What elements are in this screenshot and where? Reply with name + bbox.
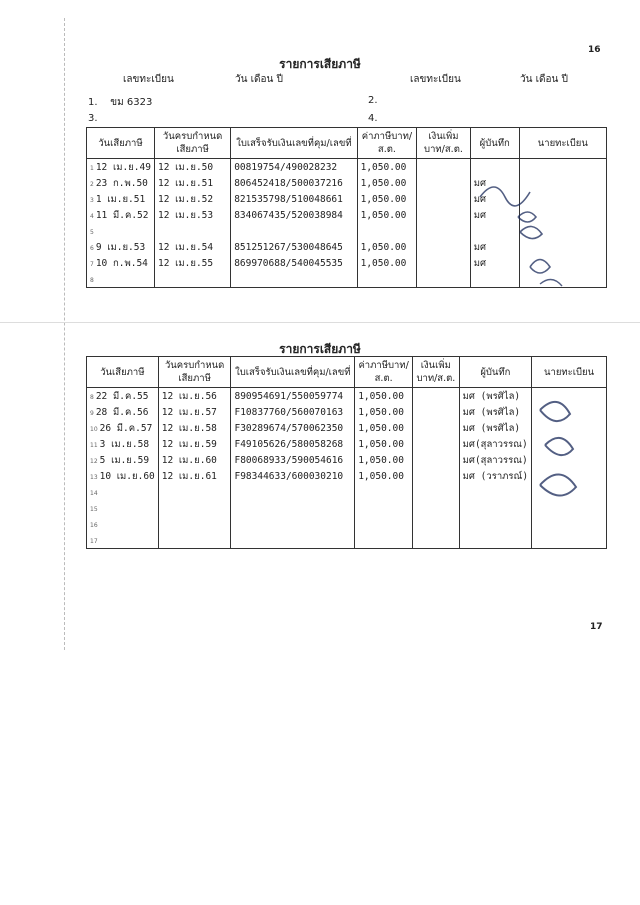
cell-extra xyxy=(413,420,460,436)
col-header-receipt: ใบเสร็จรับเงินเลขที่คุม/เลขที่ xyxy=(231,357,355,388)
cell-text: 1,050.00 xyxy=(358,406,404,418)
cell-text: 9 เม.ย.53 xyxy=(95,241,146,253)
cell-extra xyxy=(417,207,470,223)
row-number: 1 xyxy=(90,164,94,172)
cell-due xyxy=(154,159,230,176)
scan-divider xyxy=(0,322,640,323)
cell-tax xyxy=(357,191,417,207)
row-number: 16 xyxy=(90,521,98,529)
cell-text: 10 ก.พ.54 xyxy=(95,257,148,269)
title-bottom: รายการเสียภาษี xyxy=(279,342,361,356)
cell-text: 12 เม.ย.58 xyxy=(161,422,217,434)
cell-text: มศ xyxy=(473,177,487,189)
cell-extra xyxy=(417,255,470,271)
cell-date xyxy=(87,239,155,255)
cell-text: มศ (พรศิไล) xyxy=(462,406,521,418)
cell-extra xyxy=(413,452,460,468)
cell-due xyxy=(158,404,231,420)
row-number: 6 xyxy=(90,244,94,252)
cell-tax xyxy=(355,436,413,452)
cell-receipt xyxy=(231,484,355,500)
cell-extra xyxy=(417,271,470,288)
cell-receipt xyxy=(231,420,355,436)
cell-due xyxy=(158,500,231,516)
col-header-recorder: ผู้บันทึก xyxy=(459,357,531,388)
cell-date xyxy=(87,159,155,176)
cell-tax xyxy=(355,452,413,468)
row-number: 9 xyxy=(90,409,94,417)
cell-date xyxy=(87,255,155,271)
cell-receipt xyxy=(231,468,355,484)
cell-due xyxy=(154,255,230,271)
cell-extra xyxy=(417,175,470,191)
col-header-tax: ค่าภาษีบาท/ส.ต. xyxy=(357,128,417,159)
col-header-due: วันครบกำหนดเสียภาษี xyxy=(154,128,230,159)
reg-entry-4 xyxy=(368,113,378,124)
col-header-extra: เงินเพิ่มบาท/ส.ต. xyxy=(417,128,470,159)
reg-entry-value: ขม 6323 xyxy=(110,97,153,108)
row-number: 2 xyxy=(90,180,94,188)
col-header-receipt: ใบเสร็จรับเงินเลขที่คุม/เลขที่ xyxy=(231,128,357,159)
cell-text: 3 เม.ย.58 xyxy=(99,438,150,450)
cell-date xyxy=(87,452,159,468)
col-header-recorder: ผู้บันทึก xyxy=(470,128,519,159)
row-number: 15 xyxy=(90,505,98,513)
cell-text: 1,050.00 xyxy=(360,257,407,269)
cell-registrar xyxy=(532,532,607,549)
cell-text: 22 มี.ค.55 xyxy=(95,390,149,402)
row-number: 10 xyxy=(90,425,98,433)
scanned-page xyxy=(64,18,631,650)
cell-extra xyxy=(413,516,460,532)
cell-tax xyxy=(357,159,417,176)
reg-entry-num: 2. xyxy=(368,95,378,106)
cell-text: 12 เม.ย.53 xyxy=(157,209,214,221)
cell-extra xyxy=(417,159,470,176)
cell-date xyxy=(87,484,159,500)
cell-text: 12 เม.ย.61 xyxy=(161,470,217,482)
cell-tax xyxy=(357,175,417,191)
cell-text: 1,050.00 xyxy=(360,209,407,221)
cell-receipt xyxy=(231,207,357,223)
cell-due xyxy=(158,484,231,500)
cell-receipt xyxy=(231,159,357,176)
row-number: 13 xyxy=(90,473,98,481)
cell-text: มศ xyxy=(473,241,487,253)
cell-tax xyxy=(357,271,417,288)
row-number: 5 xyxy=(90,228,94,236)
cell-text: F80068933/590054616 xyxy=(234,454,344,466)
cell-text: 821535798/510048661 xyxy=(234,193,343,205)
cell-tax xyxy=(355,388,413,405)
cell-text: มศ xyxy=(473,257,487,269)
cell-due xyxy=(154,239,230,255)
col-header-registrar: นายทะเบียน xyxy=(532,357,607,388)
reg-header-1: เลขทะเบียน xyxy=(123,74,174,85)
cell-text: 12 เม.ย.49 xyxy=(95,161,151,173)
cell-tax xyxy=(355,484,413,500)
cell-due xyxy=(158,436,231,452)
cell-due xyxy=(158,420,231,436)
cell-text: 1,050.00 xyxy=(360,193,407,205)
cell-extra xyxy=(413,532,460,549)
cell-text: มศ xyxy=(473,209,487,221)
cell-due xyxy=(154,223,230,239)
cell-receipt xyxy=(231,436,355,452)
page-number-bottom: 17 xyxy=(590,622,603,632)
cell-tax xyxy=(357,223,417,239)
cell-text: 869970688/540045535 xyxy=(234,257,343,269)
row-number: 3 xyxy=(90,196,94,204)
cell-text: F49105626/580058268 xyxy=(234,438,344,450)
cell-due xyxy=(158,388,231,405)
cell-tax xyxy=(357,239,417,255)
reg-header-4: วัน เดือน ปี xyxy=(520,74,568,85)
row-number: 14 xyxy=(90,489,98,497)
reg-entry-num: 4. xyxy=(368,113,378,124)
cell-receipt xyxy=(231,388,355,405)
cell-text: 1 เม.ย.51 xyxy=(95,193,146,205)
reg-entry-3 xyxy=(88,113,98,124)
cell-text: 890954691/550059774 xyxy=(234,390,344,402)
row-number: 8 xyxy=(90,276,94,284)
cell-tax xyxy=(357,255,417,271)
cell-date xyxy=(87,207,155,223)
cell-tax xyxy=(355,404,413,420)
cell-date xyxy=(87,404,159,420)
reg-header-3: เลขทะเบียน xyxy=(410,74,461,85)
cell-date xyxy=(87,468,159,484)
reg-header-2: วัน เดือน ปี xyxy=(235,74,283,85)
cell-text: 851251267/530048645 xyxy=(234,241,343,253)
cell-text: 1,050.00 xyxy=(358,470,404,482)
row-number: 7 xyxy=(90,260,94,268)
cell-tax xyxy=(355,532,413,549)
cell-text: 10 เม.ย.60 xyxy=(99,470,155,482)
cell-text: มศ (พรศิไล) xyxy=(462,422,521,434)
cell-receipt xyxy=(231,191,357,207)
cell-recorder xyxy=(459,532,531,549)
cell-receipt xyxy=(231,175,357,191)
cell-extra xyxy=(413,500,460,516)
cell-text: 1,050.00 xyxy=(360,177,407,189)
cell-text: 12 เม.ย.56 xyxy=(161,390,217,402)
cell-text: 806452418/500037216 xyxy=(234,177,343,189)
row-number: 4 xyxy=(90,212,94,220)
cell-extra xyxy=(413,484,460,500)
cell-text: F10837760/560070163 xyxy=(234,406,344,418)
cell-receipt xyxy=(231,516,355,532)
cell-text: มศ xyxy=(473,193,487,205)
cell-text: 834067435/520038984 xyxy=(234,209,343,221)
row-number: 17 xyxy=(90,537,98,545)
cell-tax xyxy=(355,516,413,532)
cell-tax xyxy=(355,500,413,516)
cell-due xyxy=(154,191,230,207)
cell-date xyxy=(87,516,159,532)
table-header-row xyxy=(87,128,607,159)
cell-text: 1,050.00 xyxy=(360,241,407,253)
cell-text: 12 เม.ย.57 xyxy=(161,406,217,418)
cell-date xyxy=(87,500,159,516)
cell-receipt xyxy=(231,223,357,239)
cell-receipt xyxy=(231,500,355,516)
cell-text: 11 มี.ค.52 xyxy=(95,209,149,221)
cell-extra xyxy=(417,223,470,239)
cell-extra xyxy=(413,388,460,405)
page-number-top: 16 xyxy=(588,45,601,55)
cell-extra xyxy=(413,436,460,452)
col-header-registrar: นายทะเบียน xyxy=(519,128,606,159)
cell-date xyxy=(87,271,155,288)
cell-receipt xyxy=(231,452,355,468)
cell-receipt xyxy=(231,239,357,255)
cell-text: 12 เม.ย.51 xyxy=(157,177,214,189)
cell-text: 12 เม.ย.55 xyxy=(157,257,214,269)
cell-text: 12 เม.ย.52 xyxy=(157,193,214,205)
cell-text: 1,050.00 xyxy=(358,390,404,402)
row-number: 12 xyxy=(90,457,98,465)
cell-due xyxy=(154,271,230,288)
cell-text: มศ(สุลาวรรณ) xyxy=(462,454,528,466)
cell-text: 23 ก.พ.50 xyxy=(95,177,148,189)
cell-due xyxy=(158,468,231,484)
cell-tax xyxy=(355,468,413,484)
cell-extra xyxy=(413,404,460,420)
cell-text: 26 มี.ค.57 xyxy=(99,422,153,434)
reg-entry-num: 3. xyxy=(88,113,98,124)
cell-text: มศ (วราภรณ์) xyxy=(462,470,529,482)
cell-text: 1,050.00 xyxy=(360,161,407,173)
cell-extra xyxy=(413,468,460,484)
cell-text: 1,050.00 xyxy=(358,438,404,450)
cell-text: 1,050.00 xyxy=(358,454,404,466)
cell-text: 28 มี.ค.56 xyxy=(95,406,149,418)
cell-due xyxy=(154,175,230,191)
col-header-date: วันเสียภาษี xyxy=(87,128,155,159)
cell-date xyxy=(87,223,155,239)
cell-text: มศ(สุลาวรรณ) xyxy=(462,438,528,450)
reg-entry-1 xyxy=(88,95,152,110)
cell-receipt xyxy=(231,271,357,288)
col-header-extra: เงินเพิ่มบาท/ส.ต. xyxy=(413,357,460,388)
cell-text: 5 เม.ย.59 xyxy=(99,454,150,466)
cell-text: 12 เม.ย.50 xyxy=(157,161,214,173)
cell-date xyxy=(87,388,159,405)
cell-date xyxy=(87,436,159,452)
cell-date xyxy=(87,420,159,436)
cell-date xyxy=(87,532,159,549)
cell-due xyxy=(158,452,231,468)
cell-text: มศ (พรศิไล) xyxy=(462,390,521,402)
cell-text: 00819754/490028232 xyxy=(234,161,338,173)
cell-extra xyxy=(417,239,470,255)
title-top: รายการเสียภาษี xyxy=(279,57,361,71)
table-row xyxy=(87,532,607,549)
signature-scribbles-bottom xyxy=(520,390,610,520)
cell-extra xyxy=(417,191,470,207)
cell-due xyxy=(154,207,230,223)
cell-date xyxy=(87,191,155,207)
cell-text: 12 เม.ย.59 xyxy=(161,438,217,450)
cell-text: F30289674/570062350 xyxy=(234,422,344,434)
reg-entry-num: 1. xyxy=(88,97,98,108)
cell-receipt xyxy=(231,255,357,271)
cell-text: 12 เม.ย.60 xyxy=(161,454,217,466)
signature-scribbles-top xyxy=(470,172,610,307)
table-header-row xyxy=(87,357,607,388)
cell-tax xyxy=(357,207,417,223)
cell-tax xyxy=(355,420,413,436)
reg-entry-2 xyxy=(368,95,378,106)
cell-text: 1,050.00 xyxy=(358,422,404,434)
cell-due xyxy=(158,532,231,549)
cell-receipt xyxy=(231,404,355,420)
cell-receipt xyxy=(231,532,355,549)
col-header-due: วันครบกำหนดเสียภาษี xyxy=(158,357,231,388)
col-header-tax: ค่าภาษีบาท/ส.ต. xyxy=(355,357,413,388)
cell-text: 12 เม.ย.54 xyxy=(157,241,214,253)
cell-date xyxy=(87,175,155,191)
row-number: 8 xyxy=(90,393,94,401)
cell-text: F98344633/600030210 xyxy=(234,470,344,482)
row-number: 11 xyxy=(90,441,98,449)
cell-due xyxy=(158,516,231,532)
col-header-date: วันเสียภาษี xyxy=(87,357,159,388)
